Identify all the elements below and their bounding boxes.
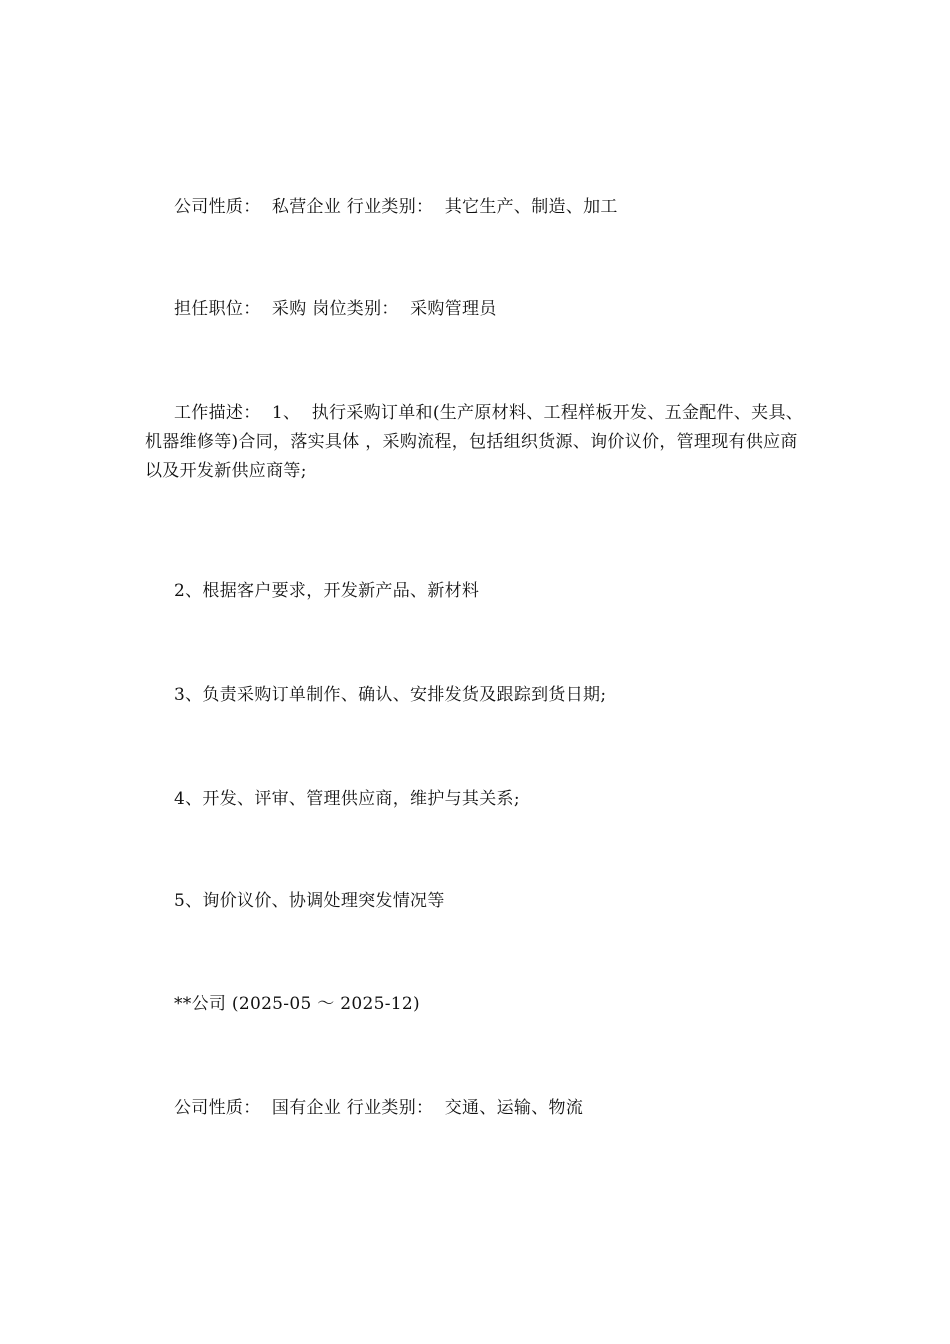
duty-item-5: 5、询价议价、协调处理突发情况等 [174,891,445,911]
job-description-paragraph: 工作描述： 1、 执行采购订单和(生产原材料、工程样板开发、五金配件、夹具、机器维修等)合同，落实具体 ，采购流程，包括组织货源、询价议价，管理现有供应商以及开发新供应商等; [145,403,804,481]
company-nature-line-1: 公司性质： 私营企业 行业类别： 其它生产、制造、加工 [174,197,618,217]
duty-item-4: 4、开发、评审、管理供应商，维护与其关系; [174,789,520,809]
duty-item-2: 2、根据客户要求，开发新产品、新材料 [174,581,480,601]
duty-item-3: 3、负责采购订单制作、确认、安排发货及跟踪到货日期; [174,685,607,705]
company-nature-line-2: 公司性质： 国有企业 行业类别： 交通、运输、物流 [174,1098,584,1118]
company-period-line: **公司 (2025-05 ～ 2025-12) [174,994,420,1014]
position-line: 担任职位： 采购 岗位类别： 采购管理员 [174,299,497,319]
